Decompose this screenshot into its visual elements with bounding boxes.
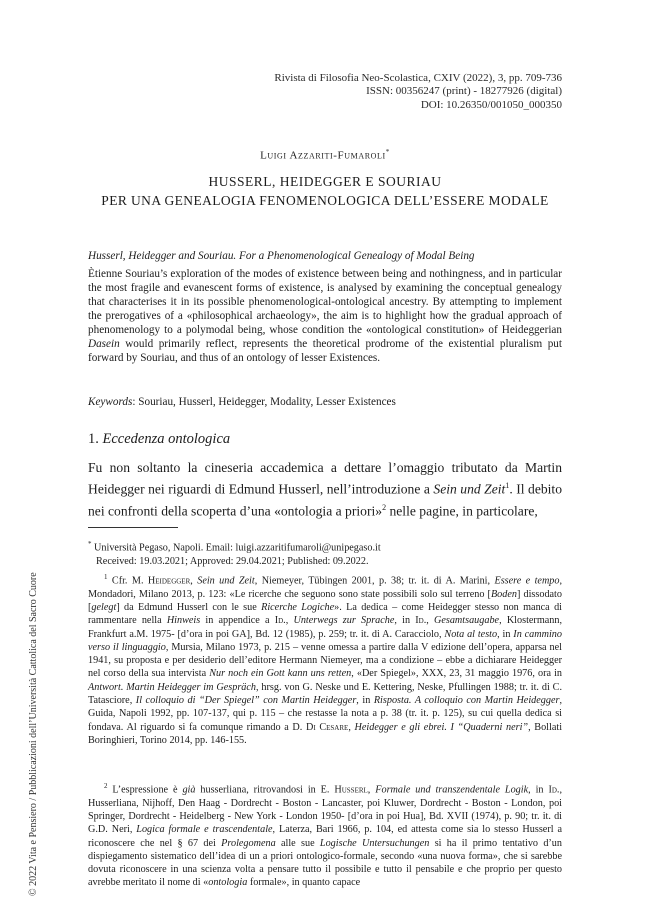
fn-work: Ricerche Logiche <box>261 601 335 613</box>
author-footnote-mark: * <box>385 148 390 156</box>
fn-text: , <box>348 721 355 733</box>
article-subtitle: PER UNA GENEALOGIA FENOMENOLOGICA DELL’ESSERE MODALE <box>101 193 549 208</box>
fn-term: gelegt <box>91 601 117 613</box>
fn-text: , Mondadori, Milano 2013, p. 123: «Le ricerche che seguono sono state possibili solo sul terreno [ <box>88 575 563 600</box>
fn-author: Id. <box>548 784 560 796</box>
journal-citation: Rivista di Filosofia Neo-Scolastica, CXIV (2022), 3, pp. 709-736 <box>274 72 562 84</box>
fn-text: Cfr. M. <box>107 575 148 587</box>
footnote-number: 2 <box>104 782 108 790</box>
fn-text: , Bollati Boringhieri, Torino 2014, pp. 146-155. <box>88 721 563 746</box>
fn-text: , <box>367 784 376 796</box>
fn-author: Husserl <box>334 784 368 796</box>
body-text-3: nelle pagine, in particolare, <box>386 503 538 519</box>
fn-text: , Mursia, Milano 1973, p. 215 – venne omessa a partire dalla V edizione dell’opera, apparsa nel 1941, su proposta e per desiderio dell’editore Hermann Niemeyer, ma a condizione – ebbe a dichiarare Heidegger nel corso della sua intervista <box>88 641 562 680</box>
section-title: Eccedenza ontologica <box>102 431 231 447</box>
fn-text: , <box>190 575 198 587</box>
fn-text: , Guida, Napoli 1992, pp. 107-137, qui p. 115 – che restasse la nota a p. 38 (tr. it. p. 125), su cui quella dedica si fondava. Al riguardo si fa comunque rimando a D. <box>88 695 562 733</box>
article-title: HUSSERL, HEIDEGGER E SOURIAU <box>208 174 442 189</box>
fn-work: Logica formale e trascendentale <box>136 824 273 836</box>
fn-work: Formale und transzendentale Logik <box>375 784 529 796</box>
fn-author: Id. <box>274 615 286 627</box>
fn-text: alle sue <box>275 837 320 849</box>
footnote-number: 1 <box>104 573 108 581</box>
fn-text: , in <box>497 628 514 640</box>
fn-term: Hinweis <box>166 615 201 627</box>
fn-text: , in <box>356 695 374 707</box>
author-name <box>0 148 650 162</box>
received-dates: Received: 19.03.2021; Approved: 29.04.2021; Published: 09.2022. <box>96 555 369 567</box>
fn-text: ». La dedica – come Heidegger stesso non manca di rammentare nella <box>88 601 562 627</box>
fn-text: , Laterza, Bari 1966, p. 104, ed attesta come sia lo stesso Husserl a riconoscere che nel § 67 dei <box>88 824 562 849</box>
fn-work: Logische Untersuchungen <box>319 837 430 849</box>
body-text-2: . Il debito nei confronti della scoperta d’una «ontologia a priori» <box>88 481 563 519</box>
fn-work: Nota al testo <box>444 628 498 640</box>
fn-work: In cammino verso il linguaggio <box>88 628 562 653</box>
fn-text: , in <box>528 784 549 796</box>
fn-work: Risposta. A colloquio con Martin Heidegger <box>373 695 560 707</box>
fn-author: Id. <box>415 615 427 627</box>
section-heading <box>88 431 230 448</box>
english-title: Husserl, Heidegger and Souriau. For a Phenomenological Genealogy of Modal Being <box>88 250 475 262</box>
footnote-1 <box>88 571 562 747</box>
body-paragraph <box>88 459 562 520</box>
abstract-dasein: Dasein <box>88 338 120 350</box>
fn-text: , in <box>394 615 416 627</box>
fn-term: Boden <box>490 588 517 600</box>
abstract-text: Ètienne Souriau’s exploration of the modes of existence between being and nothingness, and in particular the most fragile and evanescent forms of existence, is analysed by examining the conceptual genealogy that characterises it in its possible phenomenological-ontological ancestry. By attempting to implement the prerogatives of a «philosophical archaeology», the aim is to highlight how the gradual approach of phenomenology to a polymodal being, whose condition the «ontological constitution» of Heideggerian <box>88 268 562 336</box>
fn-text: , <box>426 615 434 627</box>
journal-issn: ISSN: 00356247 (print) - 18277926 (digital) <box>366 85 562 98</box>
author-text: Luigi Azzariti-Fumaroli <box>260 149 386 162</box>
fn-text: in appendice a <box>200 615 275 627</box>
fn-term: già <box>182 784 196 796</box>
fn-work: Nur noch ein Gott kann uns retten <box>209 668 352 680</box>
journal-header <box>274 72 562 112</box>
footnote-affiliation <box>88 538 562 568</box>
journal-doi: DOI: 10.26350/001050_000350 <box>420 98 562 111</box>
fn-work: Antwort. Martin Heidegger im Gespräch <box>88 681 256 693</box>
footnote-ref-1[interactable]: 1 <box>505 481 510 490</box>
fn-text: si ha il primo tentativo d’un dispiegamento sistematico dell’idea di un a priori ontologico-formale, secondo «una nuova forma», che si sarebbe dovuta riconoscere in una scienza volta a pensare tutto il possibile e tutto il pensabile e che proprio per questo avrebbe meritato il nome di « <box>88 837 562 889</box>
fn-text: , «Der Spiegel», XXX, 23, 31 maggio 1976, ora in <box>351 668 562 680</box>
copyright-notice: © 2022 Vita e Pensiero / Pubblicazioni dell’Università Cattolica del Sacro Cuore <box>28 572 39 896</box>
keywords-label: Keywords <box>88 396 133 408</box>
footnote-mark: * <box>88 540 92 548</box>
fn-work: Gesamtsaugabe <box>434 615 500 627</box>
abstract-text-end: would primarily reflect, represents the theoretical prodrome of the existential pluralism put forward by Souriau, and thus of an ontology of lesser Existences. <box>88 338 562 364</box>
fn-text: , Klostermann, Frankfurt a.M. 1975- [d’ora in poi GA], Bd. 12 (1985), p. 259; tr. it. di A. Caracciolo, <box>88 615 562 640</box>
fn-work: Heidegger e gli ebrei. I “Quaderni neri” <box>354 721 529 733</box>
fn-work: Essere e tempo <box>494 575 560 587</box>
footnote-ref-2[interactable]: 2 <box>382 502 387 512</box>
fn-work: Unterwegs zur Sprache <box>293 615 395 627</box>
fn-text: formale», in quanto capace <box>247 877 361 889</box>
fn-text: , Niemeyer, Tübingen 2001, p. 38; tr. it. di A. Marini, <box>254 575 495 587</box>
affiliation-text: Università Pegaso, Napoli. Email: luigi.azzaritifumaroli@unipegaso.it <box>91 542 381 554</box>
body-text: Fu non soltanto la cineseria accademica a dettare l’omaggio tributato da Martin Heidegger nei riguardi di Edmund Husserl, nell’introduzione a <box>88 460 562 497</box>
keywords <box>88 396 396 408</box>
fn-author: Di Cesare <box>305 721 349 733</box>
body-sein-und-zeit: Sein und Zeit <box>433 481 506 497</box>
keywords-values: : Souriau, Husserl, Heidegger, Modality, Lesser Existences <box>132 396 396 408</box>
section-number: 1. <box>88 431 103 447</box>
footnote-divider <box>88 527 178 528</box>
fn-term: ontologia <box>208 877 248 889</box>
fn-text: , <box>285 615 294 627</box>
fn-work: Il colloquio di “Der Spiegel” con Martin Heidegger <box>135 695 357 707</box>
fn-author: Heidegger <box>147 575 191 587</box>
fn-text: husserliana, ritrovandosi in E. <box>195 784 335 796</box>
fn-work: Prolegomena <box>221 837 276 849</box>
fn-text: , hrsg. von G. Neske und E. Kettering, Neske, Pfullingen 1988; tr. it. di C. Tatasciore, <box>88 681 562 707</box>
footnote-2 <box>88 780 562 890</box>
fn-text: L’espressione è <box>107 784 183 796</box>
fn-text: ] dissodato [ <box>88 588 562 613</box>
fn-text: ] da Edmund Husserl con le sue <box>116 601 262 613</box>
fn-text: , Husserliana, Nijhoff, Den Haag - Dordrecht - Boston - Lancaster, poi Kluwer, Dordrecht - Boston - London, poi Springer, Dordrecht - Heidelberg - New York - London 1950- [d’ora in poi Hua], Bd. XVII (1974), p. 90; tr. it. di G.D. Neri, <box>88 784 562 836</box>
abstract <box>88 267 562 365</box>
fn-work: Sein und Zeit <box>197 575 255 587</box>
